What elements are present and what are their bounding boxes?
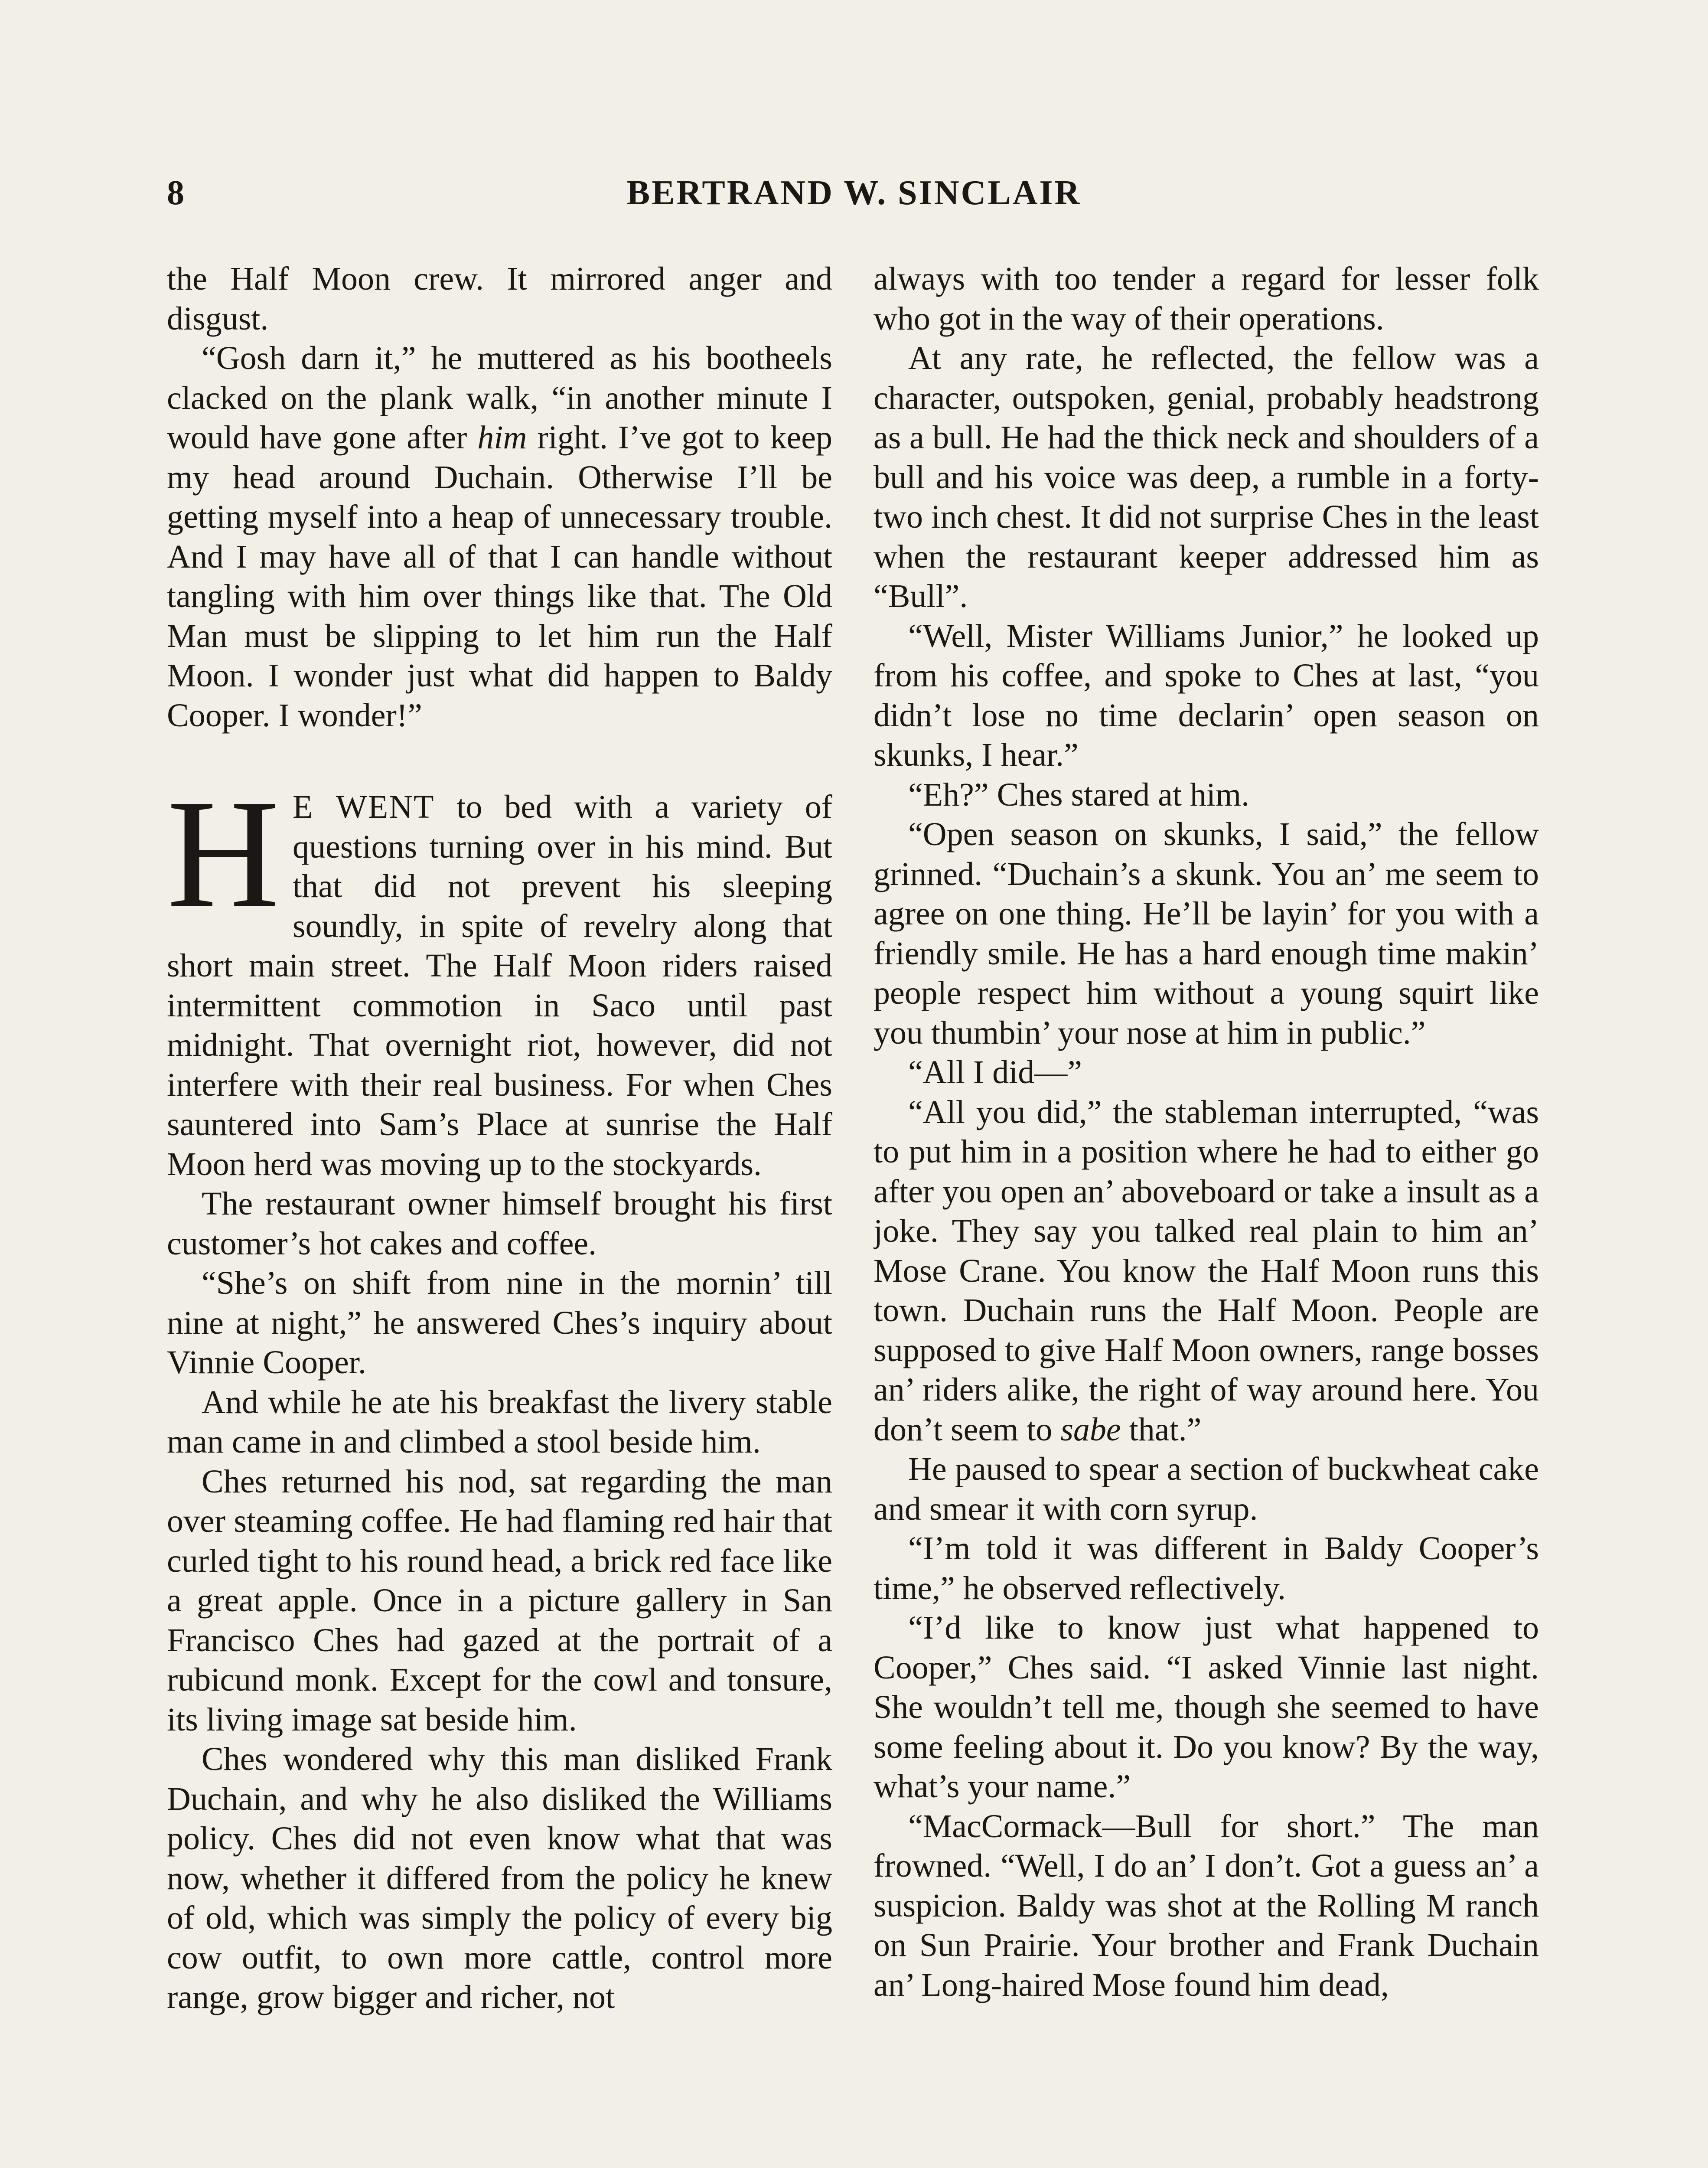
lead-in-rest: to bed with a variety of [434, 789, 832, 825]
section-opening-paragraph [167, 767, 832, 1184]
right-column [874, 259, 1539, 2168]
paragraph: “Eh?” Ches stared at him. [908, 776, 1250, 813]
paragraph: the Half Moon crew. It mirrored anger and disgust. [167, 261, 832, 337]
paragraph: always with too tender a regard for lesser folk who got in the way of their operations. [874, 261, 1539, 337]
paragraph: “Gosh darn it,” he muttered as his bootheels clacked on the plank walk, “in another minute I would have gone after him right. I’ve got to keep my head around Duchain. Otherwise I’ll be getting myself into a heap of unnecessary trouble. And I may have all of that I can handle without tangling with him over things like that. The Old Man must be slipping to let him run the Half Moon. I wonder just what did happen to Baldy Cooper. I wonder!” [167, 340, 832, 734]
left-column [167, 259, 832, 2168]
italic-word: sabe [1060, 1411, 1121, 1448]
page-number: 8 [167, 174, 185, 212]
paragraph: “All you did,” the stableman interrupted, “was to put him in a position where he had to either go after you open an’ aboveboard or take a insult as a joke. They say you talked real plain to him an’ Mose Crane. You know the Half Moon runs this town. Duchain runs the Half Moon. People are supposed to give Half Moon owners, range bosses an’ riders alike, the right of way around here. You don’t seem to sabe that.” [874, 1094, 1539, 1448]
paragraph: “She’s on shift from nine in the mornin’ till nine at night,” he answered Ches’s inquiry about Vinnie Cooper. [167, 1265, 832, 1381]
paragraph: Ches wondered why this man disliked Frank Duchain, and why he also disliked the Williams policy. Ches did not even know what that was now, whether it differed from the policy he knew of old, which was simply the policy of every big cow outfit, to own more cattle, control more range, grow bigger and richer, not [167, 1741, 832, 2015]
paragraph: The restaurant owner himself brought his first customer’s hot cakes and coffee. [167, 1185, 832, 1262]
paragraph: “I’d like to know just what happened to Cooper,” Ches said. “I asked Vinnie last night. She wouldn’t tell me, though she seemed to have some feeling about it. Do you know? By the way, what’s your name.” [874, 1610, 1539, 1805]
paragraph: Ches returned his nod, sat regarding the man over steaming coffee. He had flaming red hair that curled tight to his round head, a brick red face like a great apple. Once in a picture gallery in San Francisco Ches had gazed at the portrait of a rubicund monk. Except for the cowl and tonsure, its living image sat beside him. [167, 1463, 832, 1738]
paragraph: At any rate, he reflected, the fellow was a character, outspoken, genial, probably headstrong as a bull. He had the thick neck and shoulders of a bull and his voice was deep, a rumble in a forty-two inch chest. It did not surprise Ches in the least when the restaurant keeper addressed him as “Bull”. [874, 340, 1539, 614]
paragraph-continuation: questions turning over in his mind. But that did not prevent his sleeping soundly, in spite of revelry along that short main street. The Half Moon riders raised intermittent commotion in Saco until past midnight. That overnight riot, however, did not interfere with their real business. For when Ches sauntered into Sam’s Place at sunrise the Half Moon herd was moving up to the stockyards. [167, 828, 832, 1182]
paragraph: And while he ate his breakfast the livery stable man came in and climbed a stool beside him. [167, 1384, 832, 1460]
running-head: BERTRAND W. SINCLAIR [626, 174, 1082, 212]
italic-word: him [477, 419, 527, 456]
drop-cap: H [167, 767, 280, 940]
paragraph: “MacCormack—Bull for short.” The man frowned. “Well, I do an’ I don’t. Got a guess an’ a suspicion. Baldy was shot at the Rolling M ranch on Sun Prairie. Your brother and Frank Duchain an’ Long-haired Mose found him dead, [874, 1808, 1539, 2003]
page-header [167, 173, 1541, 225]
paragraph: He paused to spear a section of buckwheat cake and smear it with corn syrup. [874, 1451, 1539, 1527]
paragraph: “Open season on skunks, I said,” the fellow grinned. “Duchain’s a skunk. You an’ me seem to agree on one thing. He’ll be layin’ for you with a friendly smile. He has a hard enough time makin’ people respect him without a young squirt like you thumbin’ your nose at him in public.” [874, 816, 1539, 1051]
paragraph: “I’m told it was different in Baldy Cooper’s time,” he observed reflectively. [874, 1530, 1539, 1606]
lead-in: E WENT [292, 789, 435, 825]
paragraph: “Well, Mister Williams Junior,” he looked up from his coffee, and spoke to Ches at last, “you didn’t lose no time declarin’ open season on skunks, I hear.” [874, 617, 1539, 773]
paragraph: “All I did—” [908, 1054, 1082, 1091]
